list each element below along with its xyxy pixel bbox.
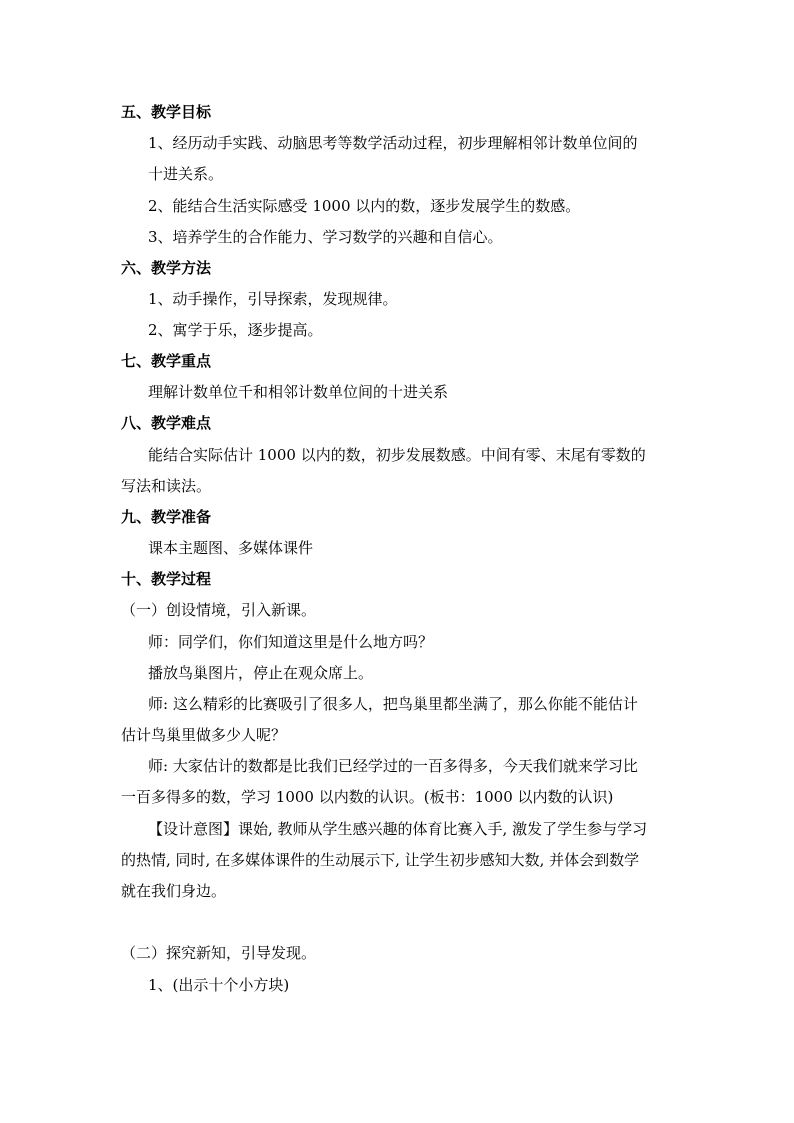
process-paragraph-4-line-2: 一百多得多的数，学习 1000 以内数的认识。(板书：1000 以内数的认识) [121, 788, 614, 806]
process-paragraph-3-line-2: 估计鸟巢里做多少人呢？ [121, 726, 287, 744]
design-intent-line-3: 就在我们身边。 [121, 882, 227, 900]
goal-item-2: 2、能结合生活实际感受 1000 以内的数，逐步发展学生的数感。 [148, 197, 581, 215]
process-part-2-title: （二）探究新知，引导发现。 [121, 944, 317, 962]
heading-preparation: 九、教学准备 [121, 508, 212, 526]
difficulties-line-1: 能结合实际估计 1000 以内的数，初步发展数感。中间有零、末尾有零数的 [148, 446, 646, 464]
process-paragraph-2: 播放鸟巢图片，停止在观众席上。 [148, 664, 374, 682]
process-paragraph-1: 师：同学们，你们知道这里是什么地方吗？ [148, 633, 434, 651]
process-part-1-title: （一）创设情境，引入新课。 [121, 601, 317, 619]
goal-item-1-line-1: 1、经历动手实践、动脑思考等数学活动过程，初步理解相邻计数单位间的 [148, 134, 638, 152]
goal-item-3: 3、培养学生的合作能力、学习数学的兴趣和自信心。 [148, 228, 503, 246]
heading-teaching-process: 十、教学过程 [121, 570, 212, 588]
process-step-1: 1、(出示十个小方块) [148, 976, 290, 994]
process-paragraph-3-line-1: 师: 这么精彩的比赛吸引了很多人，把鸟巢里都坐满了，那么你能不能估计 [148, 695, 638, 713]
heading-key-points: 七、教学重点 [121, 352, 212, 370]
design-intent-line-1: 【设计意图】课始, 教师从学生感兴趣的体育比赛入手, 激发了学生参与学习 [148, 820, 648, 838]
heading-teaching-goals: 五、教学目标 [121, 103, 212, 121]
difficulties-line-2: 写法和读法。 [121, 477, 212, 495]
preparation-text: 课本主题图、多媒体课件 [148, 539, 314, 557]
method-item-2: 2、寓学于乐，逐步提高。 [148, 321, 323, 339]
goal-item-1-line-2: 十进关系。 [148, 165, 224, 183]
process-paragraph-4-line-1: 师: 大家估计的数都是比我们已经学过的一百多得多，今天我们就来学习比 [148, 757, 638, 775]
method-item-1: 1、动手操作，引导探索，发现规律。 [148, 290, 398, 308]
heading-difficulties: 八、教学难点 [121, 414, 212, 432]
heading-teaching-methods: 六、教学方法 [121, 259, 212, 277]
design-intent-line-2: 的热情, 同时, 在多媒体课件的生动展示下, 让学生初步感知大数, 并体会到数学 [121, 851, 640, 869]
key-points-text: 理解计数单位千和相邻计数单位间的十进关系 [148, 383, 449, 401]
